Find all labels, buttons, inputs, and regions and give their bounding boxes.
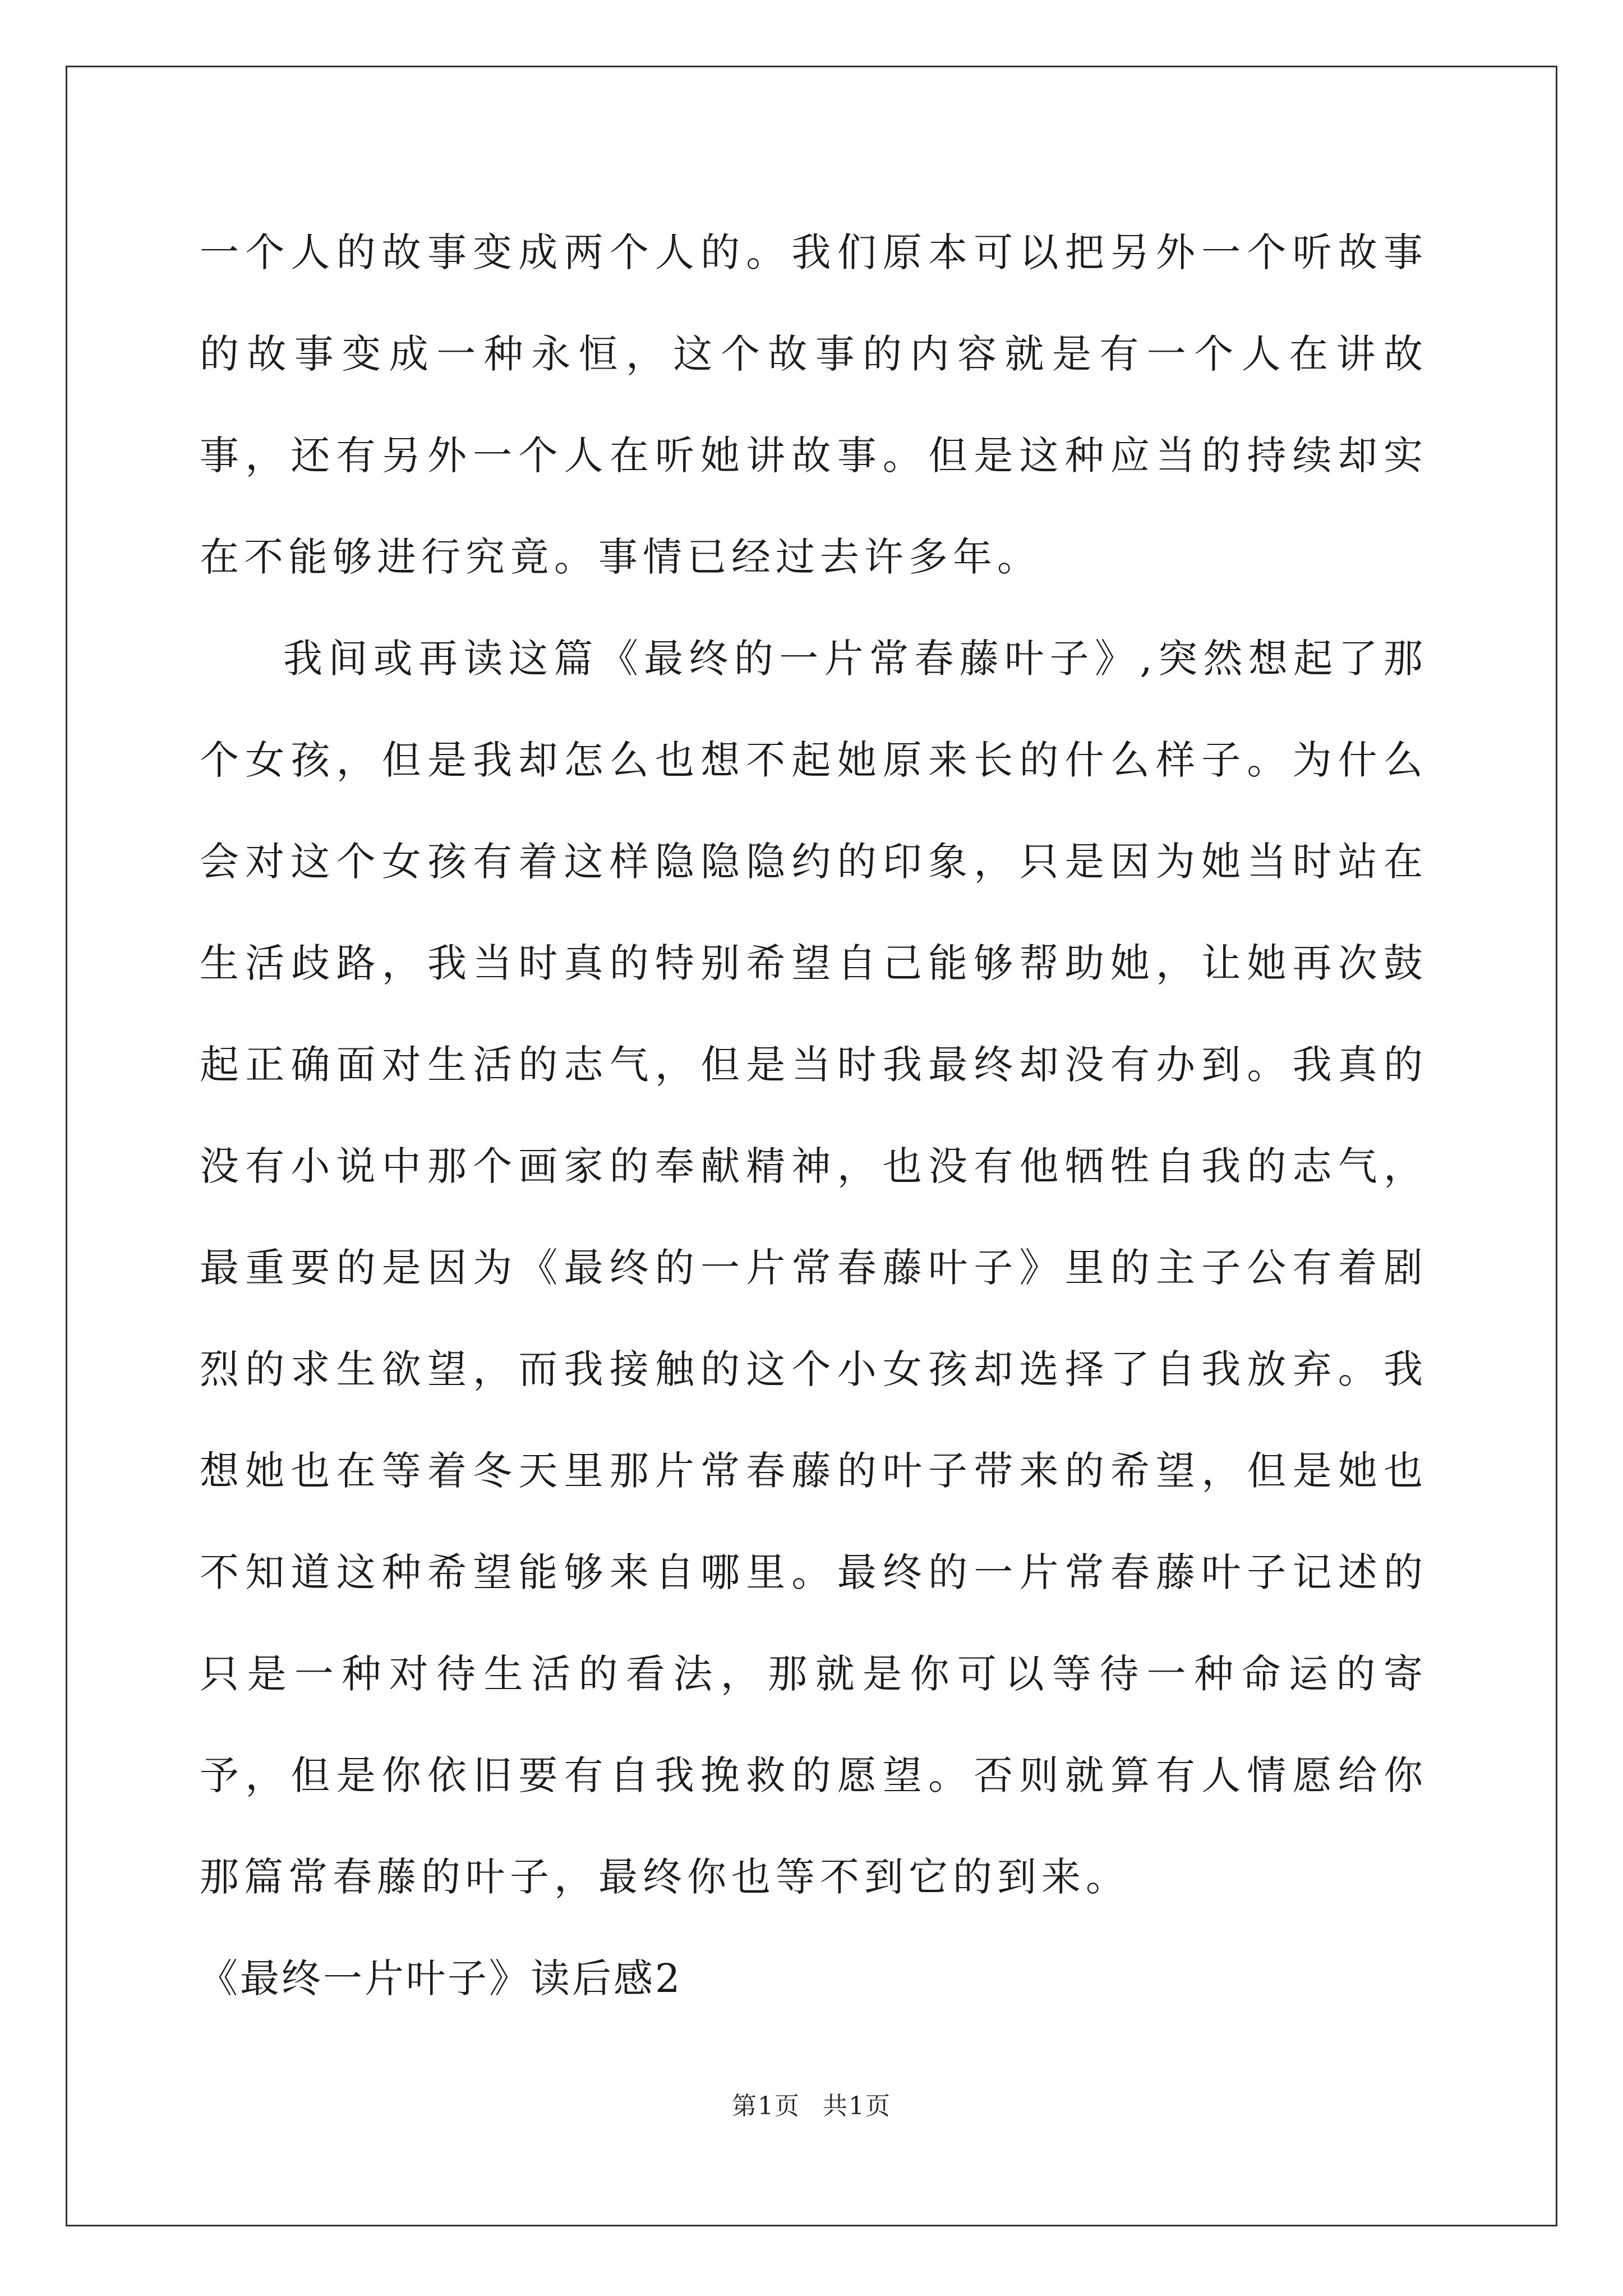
- section-heading: 《最终一片叶子》读后感2: [199, 1955, 683, 2001]
- page-footer: [0, 2086, 1623, 2122]
- page-number-current: 第1页: [732, 2092, 800, 2120]
- document-body: [200, 202, 1428, 2030]
- paragraph-continued: 一个人的故事变成两个人的。我们原本可以把另外一个听故事的故事变成一种永恒，这个故事的内容就是有一个人在讲故事，还有另外一个人在听她讲故事。但是这种应当的持续却实在不能够进行究竟。事情已经过去许多年。: [200, 229, 1428, 580]
- paragraph-reflection: 我间或再读这篇《最终的一片常春藤叶子》,突然想起了那个女孩，但是我却怎么也想不起她原来长的什么样子。为什么会对这个女孩有着这样隐隐隐约的印象，只是因为她当时站在生活歧路，我当时真的特别希望自己能够帮助她，让她再次鼓起正确面对生活的志气，但是当时我最终却没有办到。我真的没有小说中那个画家的奉献精神，也没有他牺牲自我的志气，最重要的是因为《最终的一片常春藤叶子》里的主子公有着剧烈的求生欲望，而我接触的这个小女孩却选择了自我放弃。我想她也在等着冬天里那片常春藤的叶子带来的希望，但是她也不知道这种希望能够来自哪里。最终的一片常春藤叶子记述的只是一种对待生活的看法，那就是你可以等待一种命运的寄予，但是你依旧要有自我挽救的愿望。否则就算有人情愿给你那篇常春藤的叶子，最终你也等不到它的到来。: [200, 636, 1428, 1900]
- page-number-total: 共1页: [823, 2092, 891, 2120]
